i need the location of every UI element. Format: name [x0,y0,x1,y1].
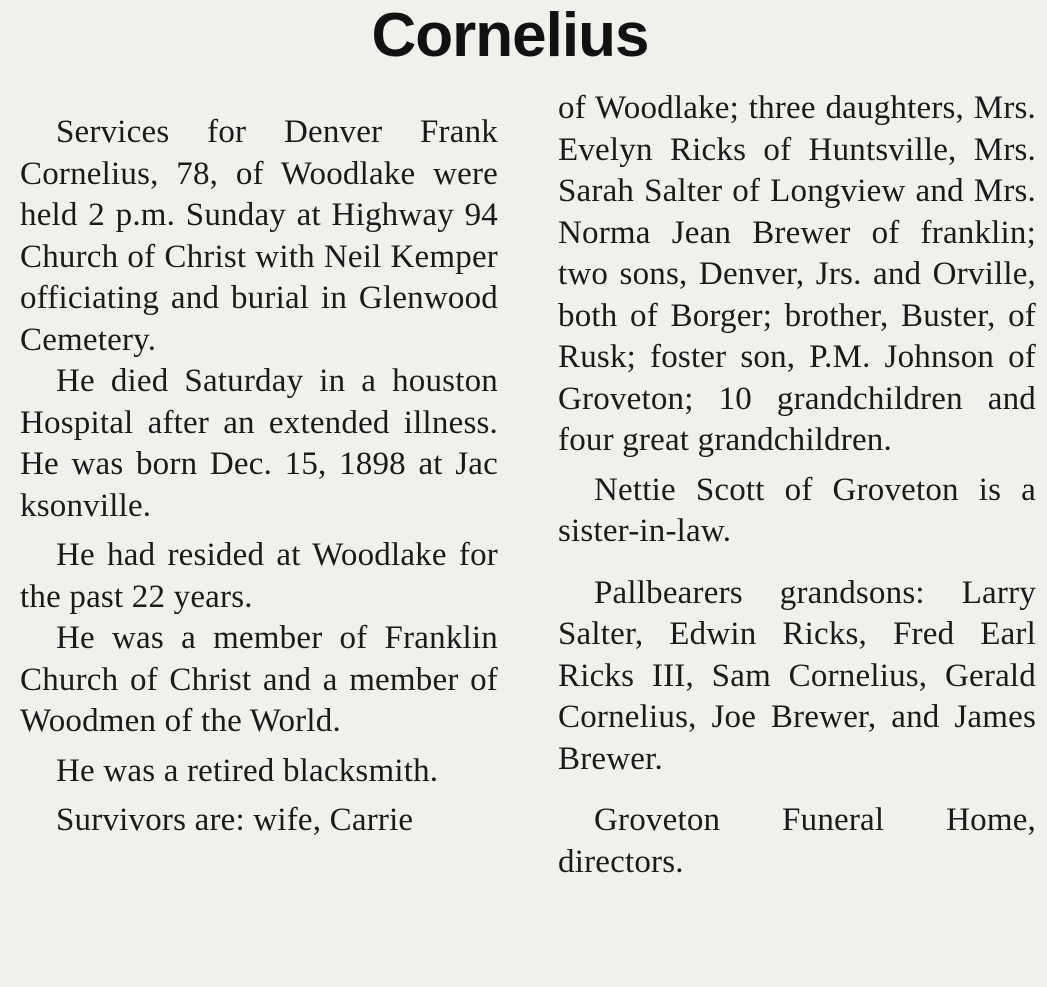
pallbearers-paragraph: Pallbearers grandsons: Larry Salter, Edwin Ricks, Fred Earl Ricks III, Sam Cornelius, Gerald Cornelius, Joe Brewer, and James Brewer. [558,574,1036,777]
survivors-paragraph-start: Survivors are: wife, Carrie [56,802,414,838]
death-paragraph: He died Saturday in a houston Hospital after an extended illness. He was born Dec. 15, 1898 at Jac ksonville. [20,363,498,524]
obituary-headline: Cornelius [371,1,649,70]
membership-paragraph: He was a member of Franklin Church of Christ and a member of Woodmen of the World. [20,620,498,739]
sister-in-law-paragraph: Nettie Scott of Groveton is a sister-in-law. [558,471,1036,549]
funeral-home-paragraph: Groveton Funeral Home, directors. [558,802,1036,880]
residence-paragraph: He had resided at Woodlake for the past 22 years. [20,537,498,615]
services-paragraph: Services for Denver Frank Cornelius, 78, of Woodlake were held 2 p.m. Sunday at Highway 94 Church of Christ with Neil Kemper officiating and burial in Glenwood Cemetery. [20,114,498,358]
right-column [558,88,1036,883]
occupation-paragraph: He was a retired blacksmith. [56,752,439,789]
left-column [20,112,498,842]
survivors-paragraph-continued: of Woodlake; three daughters, Mrs. Evelyn Ricks of Huntsville, Mrs. Sarah Salter of Longview and Mrs. Norma Jean Brewer of franklin; two sons, Denver, Jrs. and Orville, both of Borger; brother, Buster, of Rusk; foster son, P.M. Johnson of Groveton; 10 grandchildren and four great grandchildren. [558,90,1036,458]
